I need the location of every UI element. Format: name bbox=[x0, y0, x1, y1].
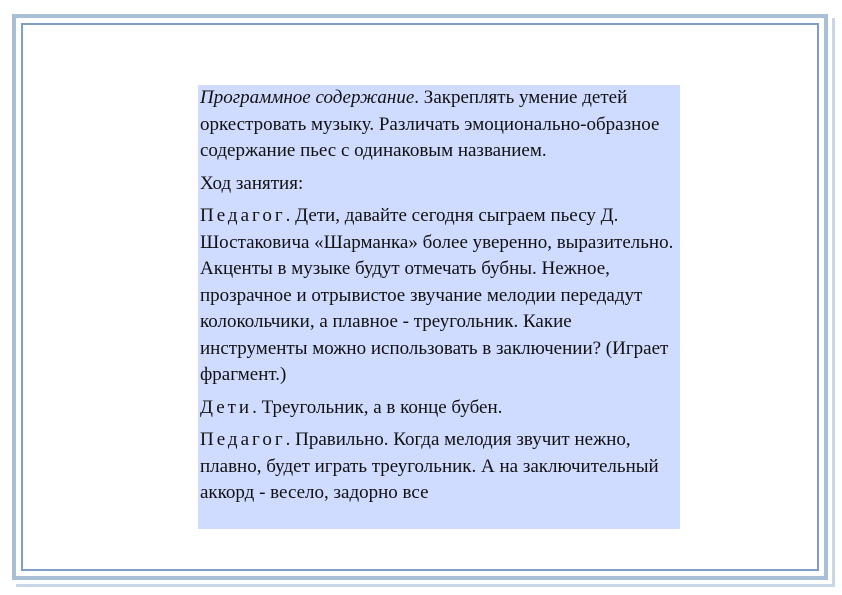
speaker-teacher: Педагог bbox=[200, 205, 286, 226]
teacher-1-text: . Дети, давайте сегодня сыграем пьесу Д. Шостаковича «Шарманка» более уверенно, выразительно. Акценты в музыке будут отмечать бубны. Нежное, прозрачное и отрывистое звучание мелодии передадут колокольчики, а плавное - треугольник. Какие инструменты можно использовать в заключении? (Играет фрагмент.) bbox=[200, 205, 674, 385]
paragraph-children bbox=[198, 395, 680, 422]
lesson-heading-text: Ход занятия: bbox=[200, 172, 304, 194]
program-content-heading: Программное содержание bbox=[200, 87, 415, 108]
paragraph-teacher-1 bbox=[198, 203, 680, 389]
children-text: . Треугольник, а в конце бубен. bbox=[252, 396, 503, 418]
paragraph-lesson-heading bbox=[198, 171, 680, 198]
teacher-2-text: . Правильно. Когда мелодия звучит нежно, плавно, будет играть треугольник. А на заключительный аккорд - весело, задорно все bbox=[200, 429, 659, 503]
paragraph-program-content bbox=[198, 85, 680, 165]
speaker-children: Дети bbox=[200, 396, 253, 418]
speaker-teacher: Педагог bbox=[200, 429, 286, 450]
program-content-text: . Закреплять умение детей оркестровать музыку. Различать эмоционально-образное содержание пьес с одинаковым названием. bbox=[200, 87, 660, 161]
paragraph-teacher-2 bbox=[198, 427, 680, 507]
text-box bbox=[198, 85, 680, 529]
